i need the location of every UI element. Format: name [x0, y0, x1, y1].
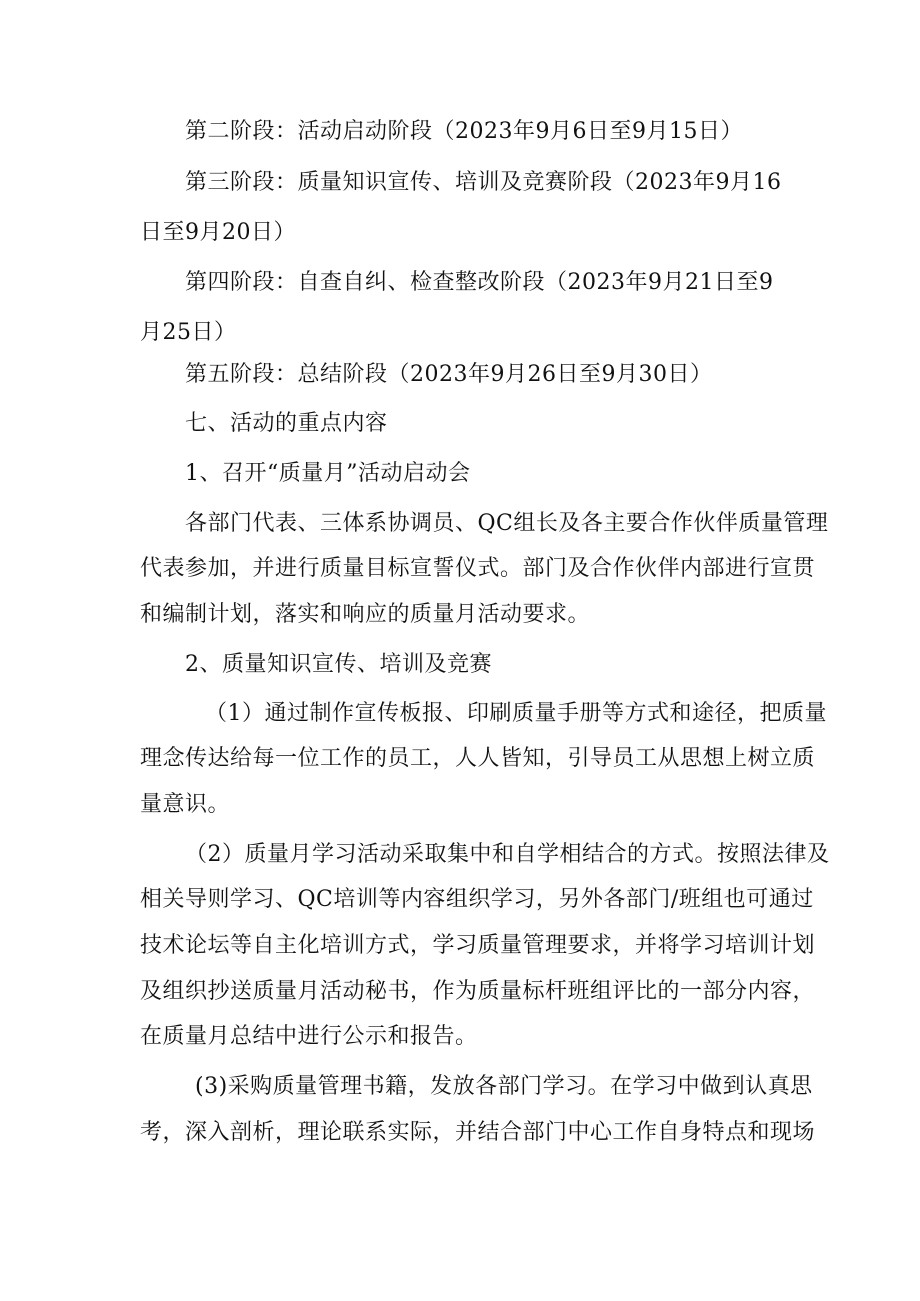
- text-line: 日至9月20日）: [140, 220, 296, 245]
- text-line: （1）通过制作宣传板报、印刷质量手册等方式和途径，把质量: [205, 701, 827, 726]
- subsection-heading: 1、召开“质量月”活动启动会: [185, 461, 471, 486]
- text-line: 代表参加，并进行质量目标宣誓仪式。部门及合作伙伴内部进行宣贯: [140, 556, 816, 581]
- text-line: 第三阶段：质量知识宣传、培训及竞赛阶段（2023年9月16: [185, 170, 782, 195]
- text-line: 第二阶段：活动启动阶段（2023年9月6日至9月15日）: [185, 119, 743, 144]
- text-line: 量意识。: [140, 792, 231, 817]
- text-line: 各部门代表、三体系协调员、QC组长及各主要合作伙伴质量管理: [185, 511, 829, 536]
- text-line: 第四阶段：自查自纠、检查整改阶段（2023年9月21日至9: [185, 270, 774, 295]
- text-line: 技术论坛等自主化培训方式，学习质量管理要求，并将学习培训计划: [140, 933, 816, 958]
- text-line: 月25日）: [140, 320, 237, 345]
- text-line: 相关导则学习、QC培训等内容组织学习，另外各部门/班组也可通过: [140, 887, 814, 912]
- text-line: 考，深入剖析，理论联系实际，并结合部门中心工作自身特点和现场: [140, 1120, 816, 1145]
- section-heading: 七、活动的重点内容: [185, 411, 388, 436]
- text-line: 第五阶段：总结阶段（2023年9月26日至9月30日）: [185, 362, 713, 387]
- text-line: 在质量月总结中进行公示和报告。: [140, 1024, 478, 1049]
- subsection-heading: 2、质量知识宣传、培训及竞赛: [185, 652, 492, 677]
- text-line: （2）质量月学习活动采取集中和自学相结合的方式。按照法律及: [185, 842, 830, 867]
- text-line: 理念传达给每一位工作的员工，人人皆知，引导员工从思想上树立质: [140, 746, 816, 771]
- text-line: (3)采购质量管理书籍，发放各部门学习。在学习中做到认真思: [195, 1074, 813, 1099]
- text-line: 和编制计划，落实和响应的质量月活动要求。: [140, 602, 591, 627]
- text-line: 及组织抄送质量月活动秘书，作为质量标杆班组评比的一部分内容，: [140, 979, 816, 1004]
